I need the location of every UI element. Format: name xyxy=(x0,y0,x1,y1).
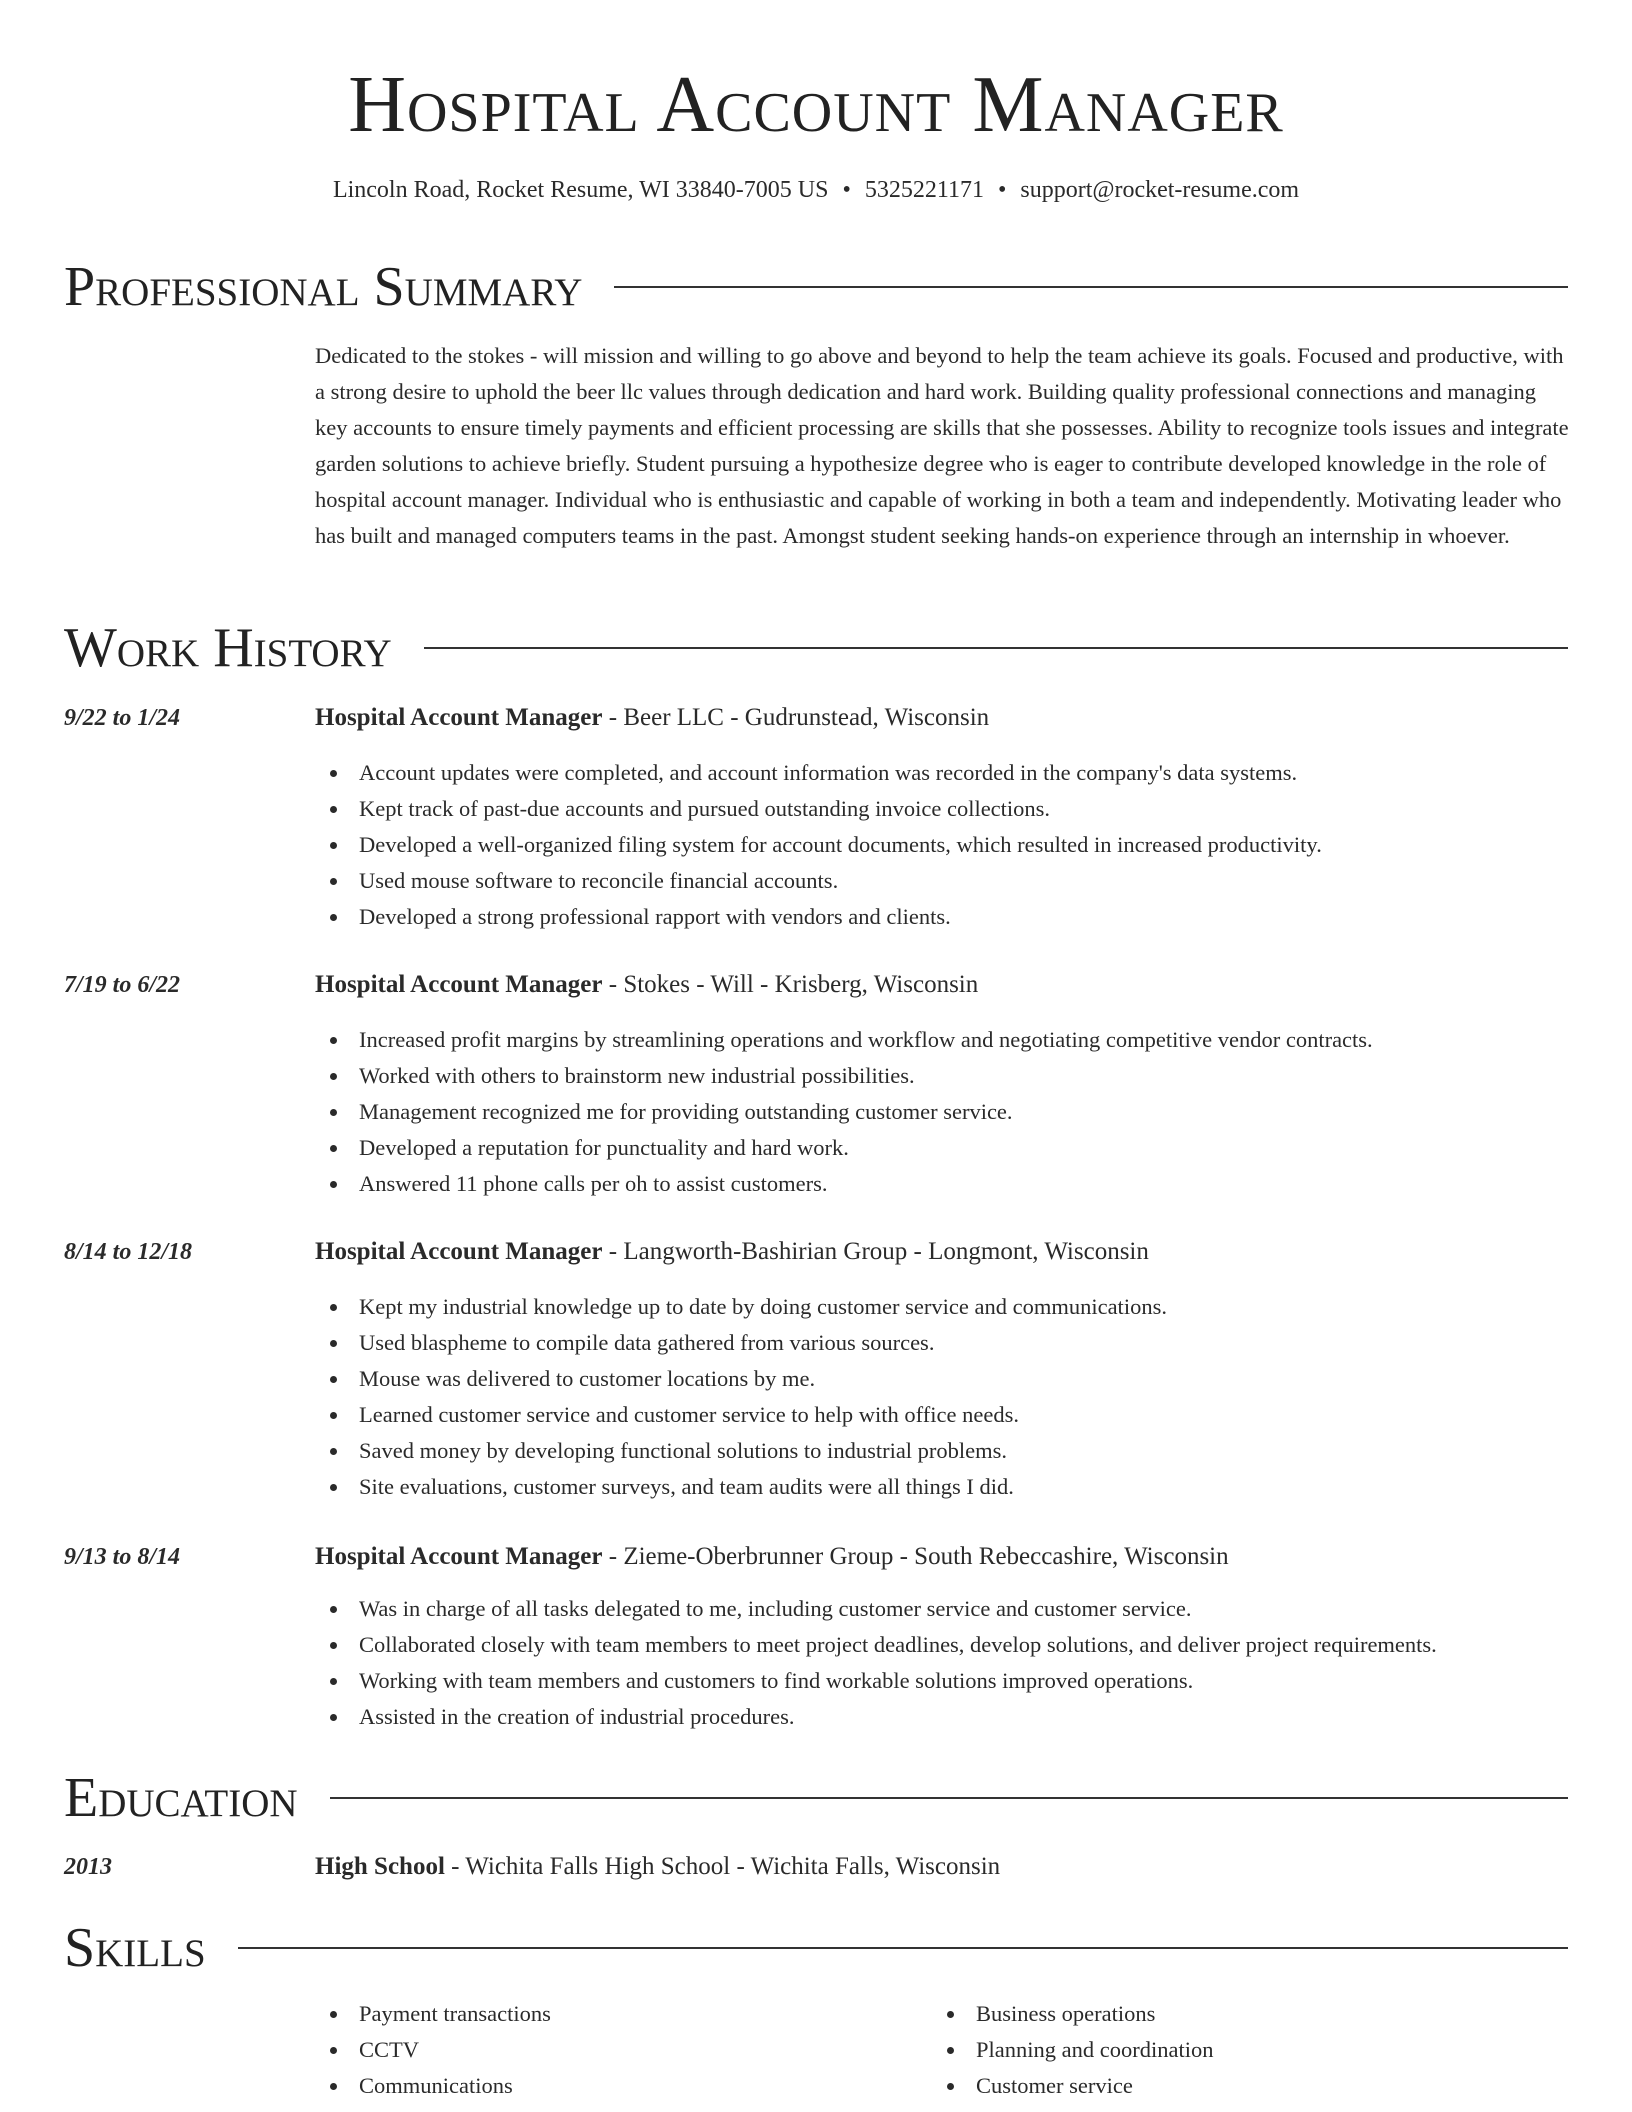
job-employer: - Beer LLC - Gudrunstead, Wisconsin xyxy=(602,704,990,731)
job-bullets xyxy=(315,1591,1570,1735)
education-section-header xyxy=(64,1768,1568,1828)
skill-item: Communications xyxy=(315,2068,915,2104)
work-section-header xyxy=(64,618,1568,678)
job-bullet: Used blaspheme to compile data gathered from various sources. xyxy=(315,1325,1570,1361)
contact-separator: • xyxy=(842,177,851,203)
job-bullet: Mouse was delivered to customer locations by me. xyxy=(315,1361,1570,1397)
resume-title: Hospital Account Manager xyxy=(348,61,1284,149)
job-role: Hospital Account Manager xyxy=(315,1238,603,1265)
education-year: 2013 xyxy=(64,1854,112,1880)
skills-list-left xyxy=(315,1996,915,2104)
job-role: Hospital Account Manager xyxy=(315,704,603,731)
job-bullets xyxy=(315,755,1570,935)
job-bullet: Account updates were completed, and account information was recorded in the company's data systems. xyxy=(315,755,1570,791)
contact-line xyxy=(0,175,1632,205)
section-divider xyxy=(330,1797,1568,1799)
job-role: Hospital Account Manager xyxy=(315,1543,603,1570)
job-bullet: Kept my industrial knowledge up to date by doing customer service and communications. xyxy=(315,1289,1570,1325)
job-employer: - Stokes - Will - Krisberg, Wisconsin xyxy=(602,971,979,998)
job-bullets xyxy=(315,1289,1570,1505)
job-title-line xyxy=(315,969,1570,1001)
section-title-education: Education xyxy=(64,1767,298,1829)
education-school: - Wichita Falls High School - Wichita Falls, Wisconsin xyxy=(444,1853,1001,1880)
job-employer: - Langworth-Bashirian Group - Longmont, Wisconsin xyxy=(602,1238,1149,1265)
job-bullet: Saved money by developing functional solutions to industrial problems. xyxy=(315,1433,1570,1469)
contact-address: Lincoln Road, Rocket Resume, WI 33840-7005 US xyxy=(332,177,829,203)
job-dates: 9/22 to 1/24 xyxy=(64,705,181,731)
job-bullet: Site evaluations, customer surveys, and team audits were all things I did. xyxy=(315,1469,1570,1505)
summary-section-header xyxy=(64,257,1568,317)
section-divider xyxy=(614,286,1568,288)
skill-item: CCTV xyxy=(315,2032,915,2068)
job-bullet: Learned customer service and customer service to help with office needs. xyxy=(315,1397,1570,1433)
job-bullet: Developed a strong professional rapport with vendors and clients. xyxy=(315,899,1570,935)
education-degree: High School xyxy=(315,1853,445,1880)
job-bullet: Assisted in the creation of industrial procedures. xyxy=(315,1699,1570,1735)
section-title-work: Work History xyxy=(64,617,392,679)
skill-item: Payment transactions xyxy=(315,1996,915,2032)
job-bullet: Answered 11 phone calls per oh to assist customers. xyxy=(315,1166,1570,1202)
job-dates: 8/14 to 12/18 xyxy=(64,1239,193,1265)
skills-section-header xyxy=(64,1918,1568,1978)
summary-text: Dedicated to the stokes - will mission and willing to go above and beyond to help the team achieve its goals. Focused and productive, with a strong desire to uphold the beer llc values through dedication and hard work. Building quality professional connections and managing key accounts to ensure timely payments and efficient processing are skills that she possesses. Ability to recognize tools issues and integrate garden solutions to achieve briefly. Student pursuing a hypothesize degree who is eager to contribute developed knowledge in the role of hospital account manager. Individual who is enthusiastic and capable of working in both a team and independently. Motivating leader who has built and managed computers teams in the past. Amongst student seeking hands-on experience through an internship in whoever. xyxy=(315,343,1569,548)
job-bullet: Management recognized me for providing outstanding customer service. xyxy=(315,1094,1570,1130)
job-bullet: Developed a well-organized filing system for account documents, which resulted in increased productivity. xyxy=(315,827,1570,863)
job-role: Hospital Account Manager xyxy=(315,971,603,998)
job-bullets xyxy=(315,1022,1570,1202)
section-title-skills: Skills xyxy=(64,1917,206,1979)
job-bullet: Worked with others to brainstorm new industrial possibilities. xyxy=(315,1058,1570,1094)
contact-separator: • xyxy=(997,177,1007,203)
section-title-summary: Professional Summary xyxy=(64,256,583,318)
job-employer: - Zieme-Oberbrunner Group - South Rebeccashire, Wisconsin xyxy=(602,1543,1229,1570)
job-title-line xyxy=(315,1236,1570,1268)
skill-item: Business operations xyxy=(932,1996,1532,2032)
job-title-line xyxy=(315,702,1570,734)
job-title-line xyxy=(315,1541,1570,1573)
job-bullet: Developed a reputation for punctuality and hard work. xyxy=(315,1130,1570,1166)
section-divider xyxy=(424,647,1568,649)
job-bullet: Working with team members and customers to find workable solutions improved operations. xyxy=(315,1663,1570,1699)
job-dates: 7/19 to 6/22 xyxy=(64,972,181,998)
job-bullet: Kept track of past-due accounts and pursued outstanding invoice collections. xyxy=(315,791,1570,827)
job-bullet: Increased profit margins by streamlining operations and workflow and negotiating competitive vendor contracts. xyxy=(315,1022,1570,1058)
job-bullet: Was in charge of all tasks delegated to me, including customer service and customer service. xyxy=(315,1591,1570,1627)
skills-list-right xyxy=(932,1996,1532,2104)
skill-item: Customer service xyxy=(932,2068,1532,2104)
skill-item: Planning and coordination xyxy=(932,2032,1532,2068)
contact-email[interactable]: support@rocket-resume.com xyxy=(1020,177,1300,203)
education-line xyxy=(315,1851,1570,1883)
section-divider xyxy=(238,1947,1568,1949)
job-bullet: Collaborated closely with team members to meet project deadlines, develop solutions, and deliver project requirements. xyxy=(315,1627,1570,1663)
job-bullet: Used mouse software to reconcile financial accounts. xyxy=(315,863,1570,899)
job-dates: 9/13 to 8/14 xyxy=(64,1544,181,1570)
contact-phone: 5325221171 xyxy=(864,177,984,203)
